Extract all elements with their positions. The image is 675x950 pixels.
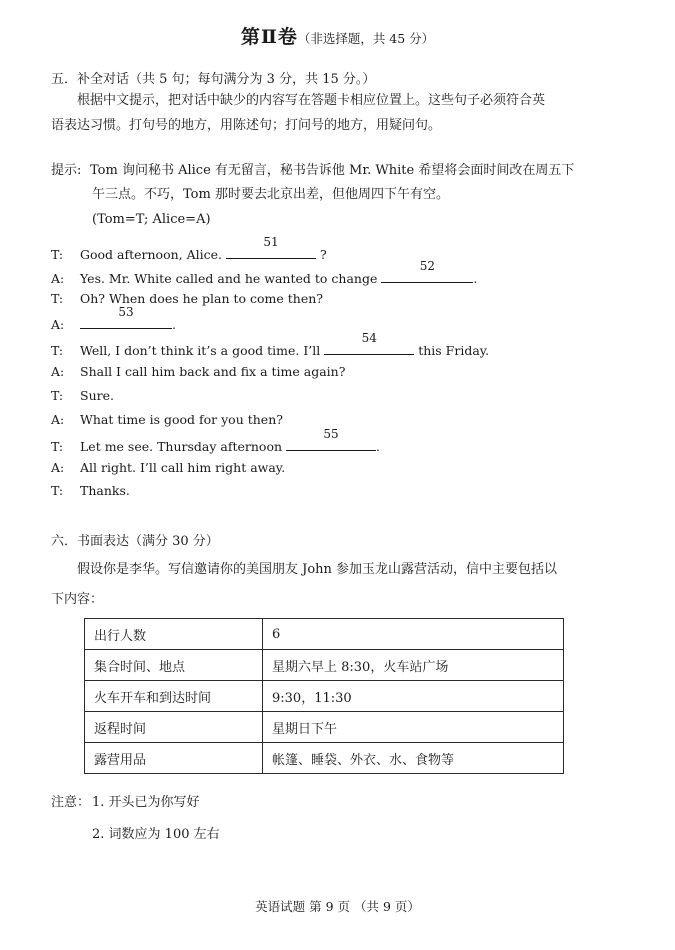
speaker-label: T: [51, 247, 64, 262]
dialogue-line [51, 235, 327, 262]
section5-instruction-line1: 根据中文提示，把对话中缺少的内容写在答题卡相应位置上。这些句子必须符合英 [77, 93, 546, 108]
dialogue-text: Good afternoon, Alice. [80, 247, 226, 262]
hint-label: 提示: [51, 163, 82, 178]
dialogue-line [51, 364, 345, 379]
dialogue-text: Let me see. Thursday afternoon [80, 439, 286, 454]
note-item-2: 2. 词数应为 100 左右 [92, 827, 220, 842]
table-cell-value: 星期日下午 [263, 712, 564, 743]
table-cell-value: 6 [263, 619, 564, 650]
speaker-label: A: [51, 317, 65, 332]
answer-blank[interactable] [226, 235, 316, 259]
answer-blank[interactable] [324, 331, 414, 355]
blank-number: 52 [419, 259, 435, 273]
section5-instruction-line2: 语表达习惯。打句号的地方，用陈述句；打问号的地方，用疑问句。 [51, 118, 442, 133]
dialogue-line [51, 259, 478, 286]
speaker-label: T: [51, 439, 64, 454]
page-footer: 英语试题 第 9 页 （共 9 页） [255, 899, 420, 914]
speaker-label: A: [51, 364, 65, 379]
dialogue-text: Yes. Mr. White called and he wanted to change [80, 271, 382, 286]
note-label: 注意： [51, 795, 91, 810]
title-main: 第Ⅱ卷 [240, 26, 298, 48]
speaker-label: T: [51, 343, 64, 358]
title-sub: （非选择题，共 45 分） [297, 31, 435, 46]
table-cell-label: 露营用品 [85, 743, 263, 774]
speaker-label: T: [51, 388, 64, 403]
dialogue-text-after: this Friday. [414, 343, 490, 358]
answer-blank[interactable] [381, 259, 473, 283]
blank-number: 51 [263, 235, 279, 249]
table-cell-label: 火车开车和到达时间 [85, 681, 263, 712]
dialogue-text-after: ? [315, 247, 327, 262]
section6-prompt-line1: 假设你是李华。写信邀请你的美国朋友 John 参加玉龙山露营活动，信中主要包括以 [77, 562, 558, 577]
dialogue-text-after: . [473, 271, 478, 286]
table-cell-label: 出行人数 [85, 619, 263, 650]
speaker-label: T: [51, 291, 64, 306]
section6-heading: 六．书面表达（满分 30 分） [51, 534, 219, 549]
dialogue-text-after: . [376, 439, 380, 454]
dialogue-line [51, 460, 285, 475]
dialogue-text: Oh? When does he plan to come then? [80, 291, 323, 306]
table-cell-value: 9:30，11:30 [263, 681, 564, 712]
hint-line1: Tom 询问秘书 Alice 有无留言，秘书告诉他 Mr. White 希望将会面时间改在周五下 [90, 163, 575, 178]
table-row [85, 619, 564, 650]
table-row [85, 712, 564, 743]
blank-number: 55 [323, 427, 339, 441]
section6-prompt-line2: 下内容： [51, 592, 104, 607]
blank-number: 53 [118, 305, 134, 319]
table-cell-label: 返程时间 [85, 712, 263, 743]
dialogue-text: All right. I’ll call him right away. [80, 460, 286, 475]
dialogue-line [51, 427, 380, 454]
hint-line3: (Tom=T; Alice=A) [92, 212, 211, 227]
answer-blank[interactable] [80, 305, 172, 329]
table-row [85, 650, 564, 681]
speaker-label: A: [51, 460, 65, 475]
dialogue-text: Well, I don’t think it’s a good time. I’ll [80, 343, 325, 358]
dialogue-line [51, 291, 323, 306]
dialogue-text-after: . [172, 317, 176, 332]
section5-heading: 五．补全对话（共 5 句；每句满分为 3 分，共 15 分。） [51, 72, 376, 87]
speaker-label: A: [51, 412, 65, 427]
dialogue-line [51, 483, 130, 498]
hint-line2: 午三点。不巧，Tom 那时要去北京出差，但他周四下午有空。 [92, 187, 449, 202]
table-row [85, 681, 564, 712]
blank-number: 54 [361, 331, 377, 345]
dialogue-text: Sure. [80, 388, 114, 403]
dialogue-line [51, 388, 114, 403]
dialogue-text: Shall I call him back and fix a time again? [80, 364, 346, 379]
dialogue-line [51, 331, 490, 358]
dialogue-line [51, 412, 283, 427]
note-item-1: 1. 开头已为你写好 [92, 795, 200, 810]
dialogue-text: What time is good for you then? [80, 412, 283, 427]
speaker-label: T: [51, 483, 64, 498]
table-row [85, 743, 564, 774]
dialogue-line [51, 305, 176, 332]
table-cell-value: 星期六早上 8:30，火车站广场 [263, 650, 564, 681]
page-title [0, 22, 675, 49]
answer-blank[interactable] [286, 427, 376, 451]
table-cell-label: 集合时间、地点 [85, 650, 263, 681]
speaker-label: A: [51, 271, 65, 286]
info-table [84, 618, 564, 774]
dialogue-text: Thanks. [80, 483, 130, 498]
table-cell-value: 帐篷、睡袋、外衣、水、食物等 [263, 743, 564, 774]
